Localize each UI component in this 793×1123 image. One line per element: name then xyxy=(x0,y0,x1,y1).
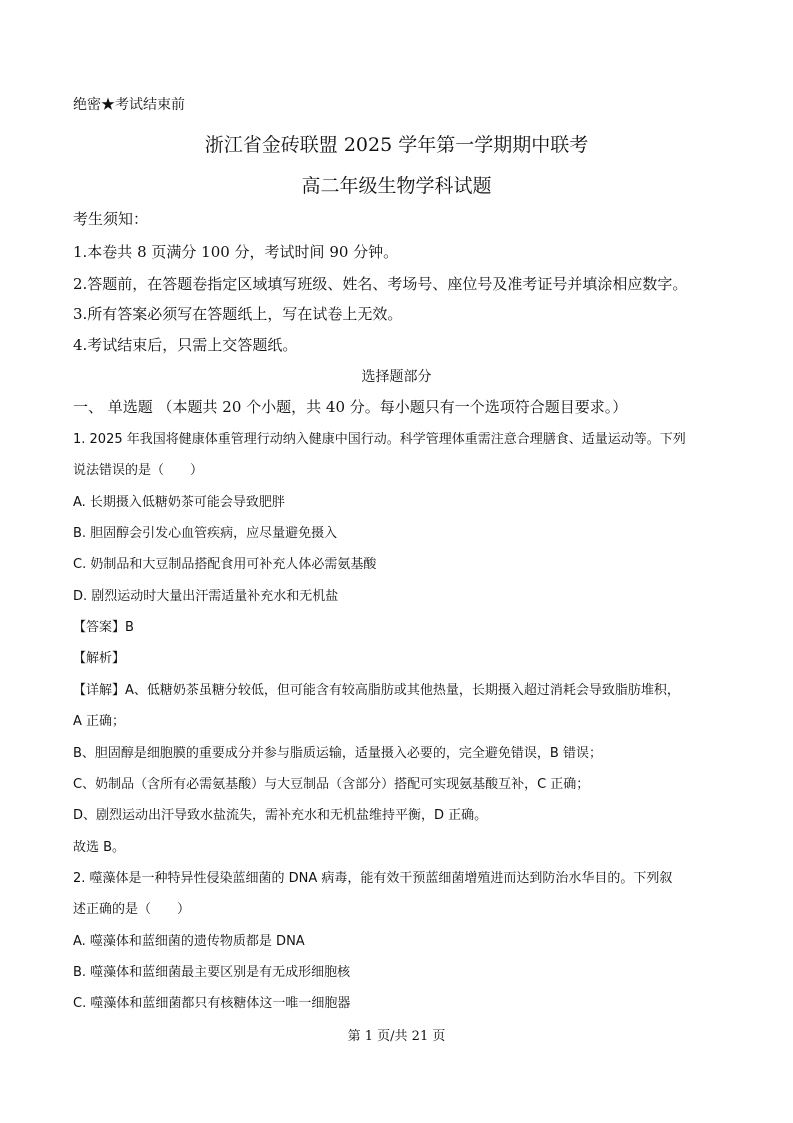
confidential-label: 绝密★考试结束前 xyxy=(73,97,185,113)
part-title: 一、 单选题 （本题共 20 个小题，共 40 分。每小题只有一个选项符合题目要求。） xyxy=(73,398,628,416)
q1-option-d: D. 剧烈运动时大量出汗需适量补充水和无机盐 xyxy=(73,589,339,604)
q1-stem-line1: 1. 2025 年我国将健康体重管理行动纳入健康中国行动。科学管理体重需注意合理膳食、适量运动等。下列 xyxy=(73,432,686,447)
q1-detail-b: B、胆固醇是细胞膜的重要成分并参与脂质运输，适量摄入必要的，完全避免错误，B 错误； xyxy=(73,746,602,761)
exam-title: 浙江省金砖联盟 2025 学年第一学期期中联考 xyxy=(204,134,589,156)
q2-option-c: C. 噬藻体和蓝细菌都只有核糖体这一唯一细胞器 xyxy=(73,996,351,1011)
q1-detail-c: C、奶制品（含所有必需氨基酸）与大豆制品（含部分）搭配可实现氨基酸互补，C 正确； xyxy=(73,777,590,792)
q1-option-c: C. 奶制品和大豆制品搭配食用可补充人体必需氨基酸 xyxy=(73,557,377,572)
q1-stem-line2: 说法错误的是（ ） xyxy=(73,463,204,478)
q2-option-b: B. 噬藻体和蓝细菌最主要区别是有无成形细胞核 xyxy=(73,965,351,980)
q2-stem-line1: 2. 噬藻体是一种特异性侵染蓝细菌的 DNA 病毒，能有效干预蓝细菌增殖进而达到防治水华目的。下列叙 xyxy=(73,871,673,886)
q2-option-a: A. 噬藻体和蓝细菌的遗传物质都是 DNA xyxy=(73,934,305,949)
q1-conclusion: 故选 B。 xyxy=(73,840,126,855)
notice-item-4: 4.考试结束后，只需上交答题纸。 xyxy=(73,336,298,354)
q1-detail-line2: A 正确； xyxy=(73,714,126,729)
q1-detail-line1: 【详解】A、低糖奶茶虽糖分较低，但可能含有较高脂肪或其他热量，长期摄入超过消耗会导致脂肪堆积， xyxy=(73,683,680,698)
notice-heading: 考生须知： xyxy=(73,210,149,228)
q1-detail-d: D、剧烈运动出汗导致水盐流失，需补充水和无机盐维持平衡，D 正确。 xyxy=(73,808,488,823)
q1-analysis-label: 【解析】 xyxy=(73,651,126,666)
notice-item-1: 1.本卷共 8 页满分 100 分，考试时间 90 分钟。 xyxy=(73,243,399,261)
q1-option-a: A. 长期摄入低糖奶茶可能会导致肥胖 xyxy=(73,495,285,510)
exam-subtitle: 高二年级生物学科试题 xyxy=(301,175,492,197)
section-title: 选择题部分 xyxy=(361,369,432,385)
q1-option-b: B. 胆固醇会引发心血管疾病，应尽量避免摄入 xyxy=(73,526,338,541)
notice-item-3: 3.所有答案必须写在答题纸上，写在试卷上无效。 xyxy=(73,305,403,323)
page-footer: 第 1 页/共 21 页 xyxy=(347,1029,446,1044)
q2-stem-line2: 述正确的是（ ） xyxy=(73,902,191,917)
q1-answer: 【答案】B xyxy=(73,620,134,635)
notice-item-2: 2.答题前，在答题卷指定区域填写班级、姓名、考场号、座位号及准考证号并填涂相应数字。 xyxy=(73,275,688,293)
